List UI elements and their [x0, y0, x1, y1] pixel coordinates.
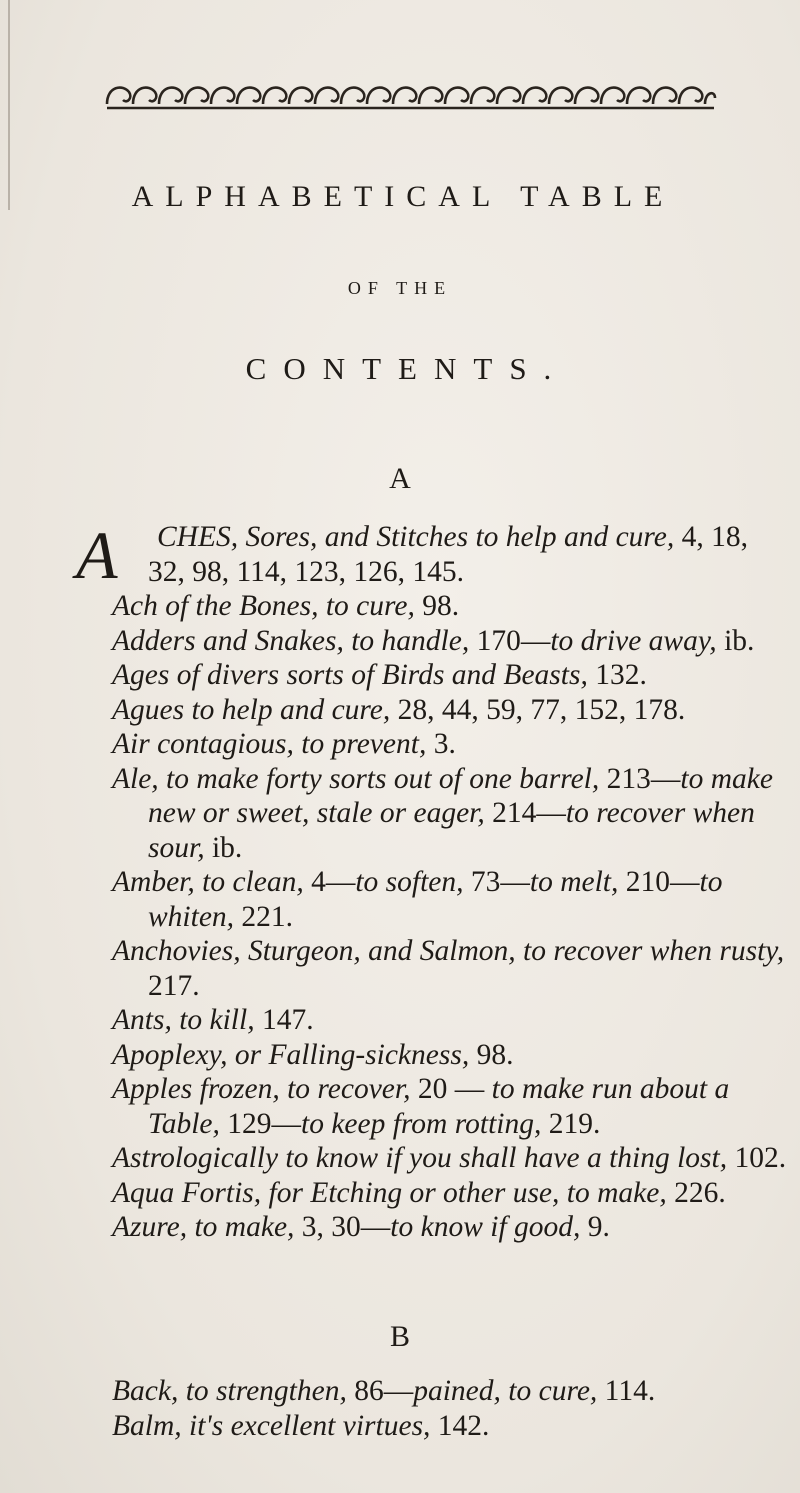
- entry-pages: 20 —: [410, 1073, 485, 1105]
- entry-pages: 9.: [580, 1211, 610, 1243]
- entry-subtitle: to drive away,: [550, 624, 717, 657]
- entry-pages: 226.: [666, 1176, 726, 1209]
- entry-pages: 98.: [414, 590, 460, 622]
- entry-pages: ib.: [204, 831, 243, 864]
- entry-pages: 147.: [254, 1004, 314, 1036]
- entry-pages: 114.: [597, 1375, 656, 1407]
- index-entry: [76, 517, 788, 593]
- entry-pages: 129—: [219, 1107, 301, 1140]
- entry-pages: 102.: [727, 1142, 787, 1174]
- entry-subtitle: to make run about a Table,: [148, 1073, 730, 1140]
- entry-subtitle: to soften,: [355, 866, 464, 898]
- entry-title: Agues to help and cure,: [112, 693, 391, 726]
- entry-pages: 98.: [469, 1038, 514, 1071]
- entry-pages: 3, 30—: [294, 1211, 391, 1243]
- index-entry: [112, 1176, 788, 1211]
- entry-title: Apoplexy, or Falling-sickness,: [112, 1038, 470, 1071]
- page-subtitle: CONTENTS.: [245, 351, 569, 386]
- entry-title: Back, to strengthen,: [112, 1375, 347, 1407]
- entry-pages: 86—: [346, 1375, 414, 1407]
- entry-title: Ach of the Bones, to cure,: [112, 590, 415, 622]
- entry-title: Adders and Snakes, to handle,: [112, 624, 470, 657]
- index-entry: [112, 1210, 788, 1245]
- entry-subtitle: pained, to cure,: [413, 1375, 598, 1407]
- index-entry: [112, 589, 788, 624]
- index-entry: [112, 1409, 788, 1444]
- page-title: ALPHABETICAL TABLE: [131, 180, 675, 213]
- index-section-a: [76, 517, 788, 1245]
- index-entry: [112, 658, 788, 693]
- section-heading-b: B: [389, 1320, 410, 1353]
- entry-pages: 73—: [463, 866, 530, 898]
- entry-title: Ants, to kill,: [112, 1004, 255, 1036]
- index-entry: [112, 1072, 788, 1141]
- decorative-header-ornament: [103, 78, 718, 112]
- entry-title: Azure, to make,: [112, 1211, 295, 1243]
- entry-pages: 3.: [426, 728, 456, 760]
- section-heading-a: A: [389, 462, 411, 495]
- entry-title: Amber, to clean,: [112, 866, 304, 898]
- entry-title: Balm, it's excellent virtues,: [112, 1409, 431, 1442]
- index-section-b: [112, 1374, 788, 1443]
- drop-cap: A: [76, 517, 118, 593]
- entry-subtitle: to whiten,: [148, 866, 723, 933]
- entry-subtitle: to make new or sweet, stale or eager,: [148, 762, 773, 829]
- ornament-scroll-icon: [103, 78, 718, 112]
- entry-pages: 217.: [148, 969, 200, 1002]
- entry-subtitle: to melt,: [529, 866, 619, 898]
- entry-subtitle: to recover when sour,: [148, 797, 755, 864]
- entry-pages: 142.: [430, 1409, 490, 1442]
- entry-title: Ages of divers sorts of Birds and Beasts,: [112, 659, 588, 691]
- entry-title: Ale, to make forty sorts out of one barrel,: [112, 762, 600, 795]
- index-entry: [112, 762, 788, 866]
- entry-pages: 219.: [541, 1107, 601, 1140]
- entry-title: Astrologically to know if you shall have a thing lost,: [112, 1142, 728, 1174]
- index-entry: [112, 865, 788, 934]
- entry-title: Air contagious, to prevent,: [112, 728, 427, 760]
- page-edge-line: [8, 0, 10, 210]
- entry-subtitle: to know if good,: [390, 1211, 581, 1243]
- index-entry: [112, 1038, 788, 1073]
- index-entry: [112, 727, 788, 762]
- entry-pages: 28, 44, 59, 77, 152, 178.: [390, 693, 686, 726]
- entry-pages: ib.: [716, 624, 755, 657]
- entry-pages-continued: 32, 98, 114, 123, 126, 145.: [148, 555, 465, 588]
- index-entry: [112, 1141, 788, 1176]
- entry-pages: 4—: [303, 866, 356, 898]
- entry-subtitle: to keep from rotting,: [301, 1107, 542, 1140]
- entry-pages: 221.: [234, 900, 294, 933]
- entry-title: Apples frozen, to recover,: [112, 1073, 411, 1105]
- index-entry: [112, 693, 788, 728]
- entry-pages: 132.: [587, 659, 647, 691]
- entry-pages: 213—: [599, 762, 681, 795]
- index-entry: [112, 1003, 788, 1038]
- entry-pages: 170—: [469, 624, 551, 657]
- entry-pages: 214—: [484, 797, 566, 829]
- index-entry: [112, 1374, 788, 1409]
- index-entry: [112, 624, 788, 659]
- entry-title: CHES, Sores, and Stitches to help and cure,: [157, 521, 675, 553]
- title-connector: OF THE: [347, 278, 453, 298]
- entry-title: Anchovies, Sturgeon, and Salmon, to recover when rusty,: [112, 935, 785, 967]
- entry-pages: 4, 18,: [674, 521, 749, 553]
- entry-title: Aqua Fortis, for Etching or other use, to make,: [112, 1176, 667, 1209]
- index-entry: [112, 934, 788, 1003]
- entry-pages: 210—: [618, 866, 700, 898]
